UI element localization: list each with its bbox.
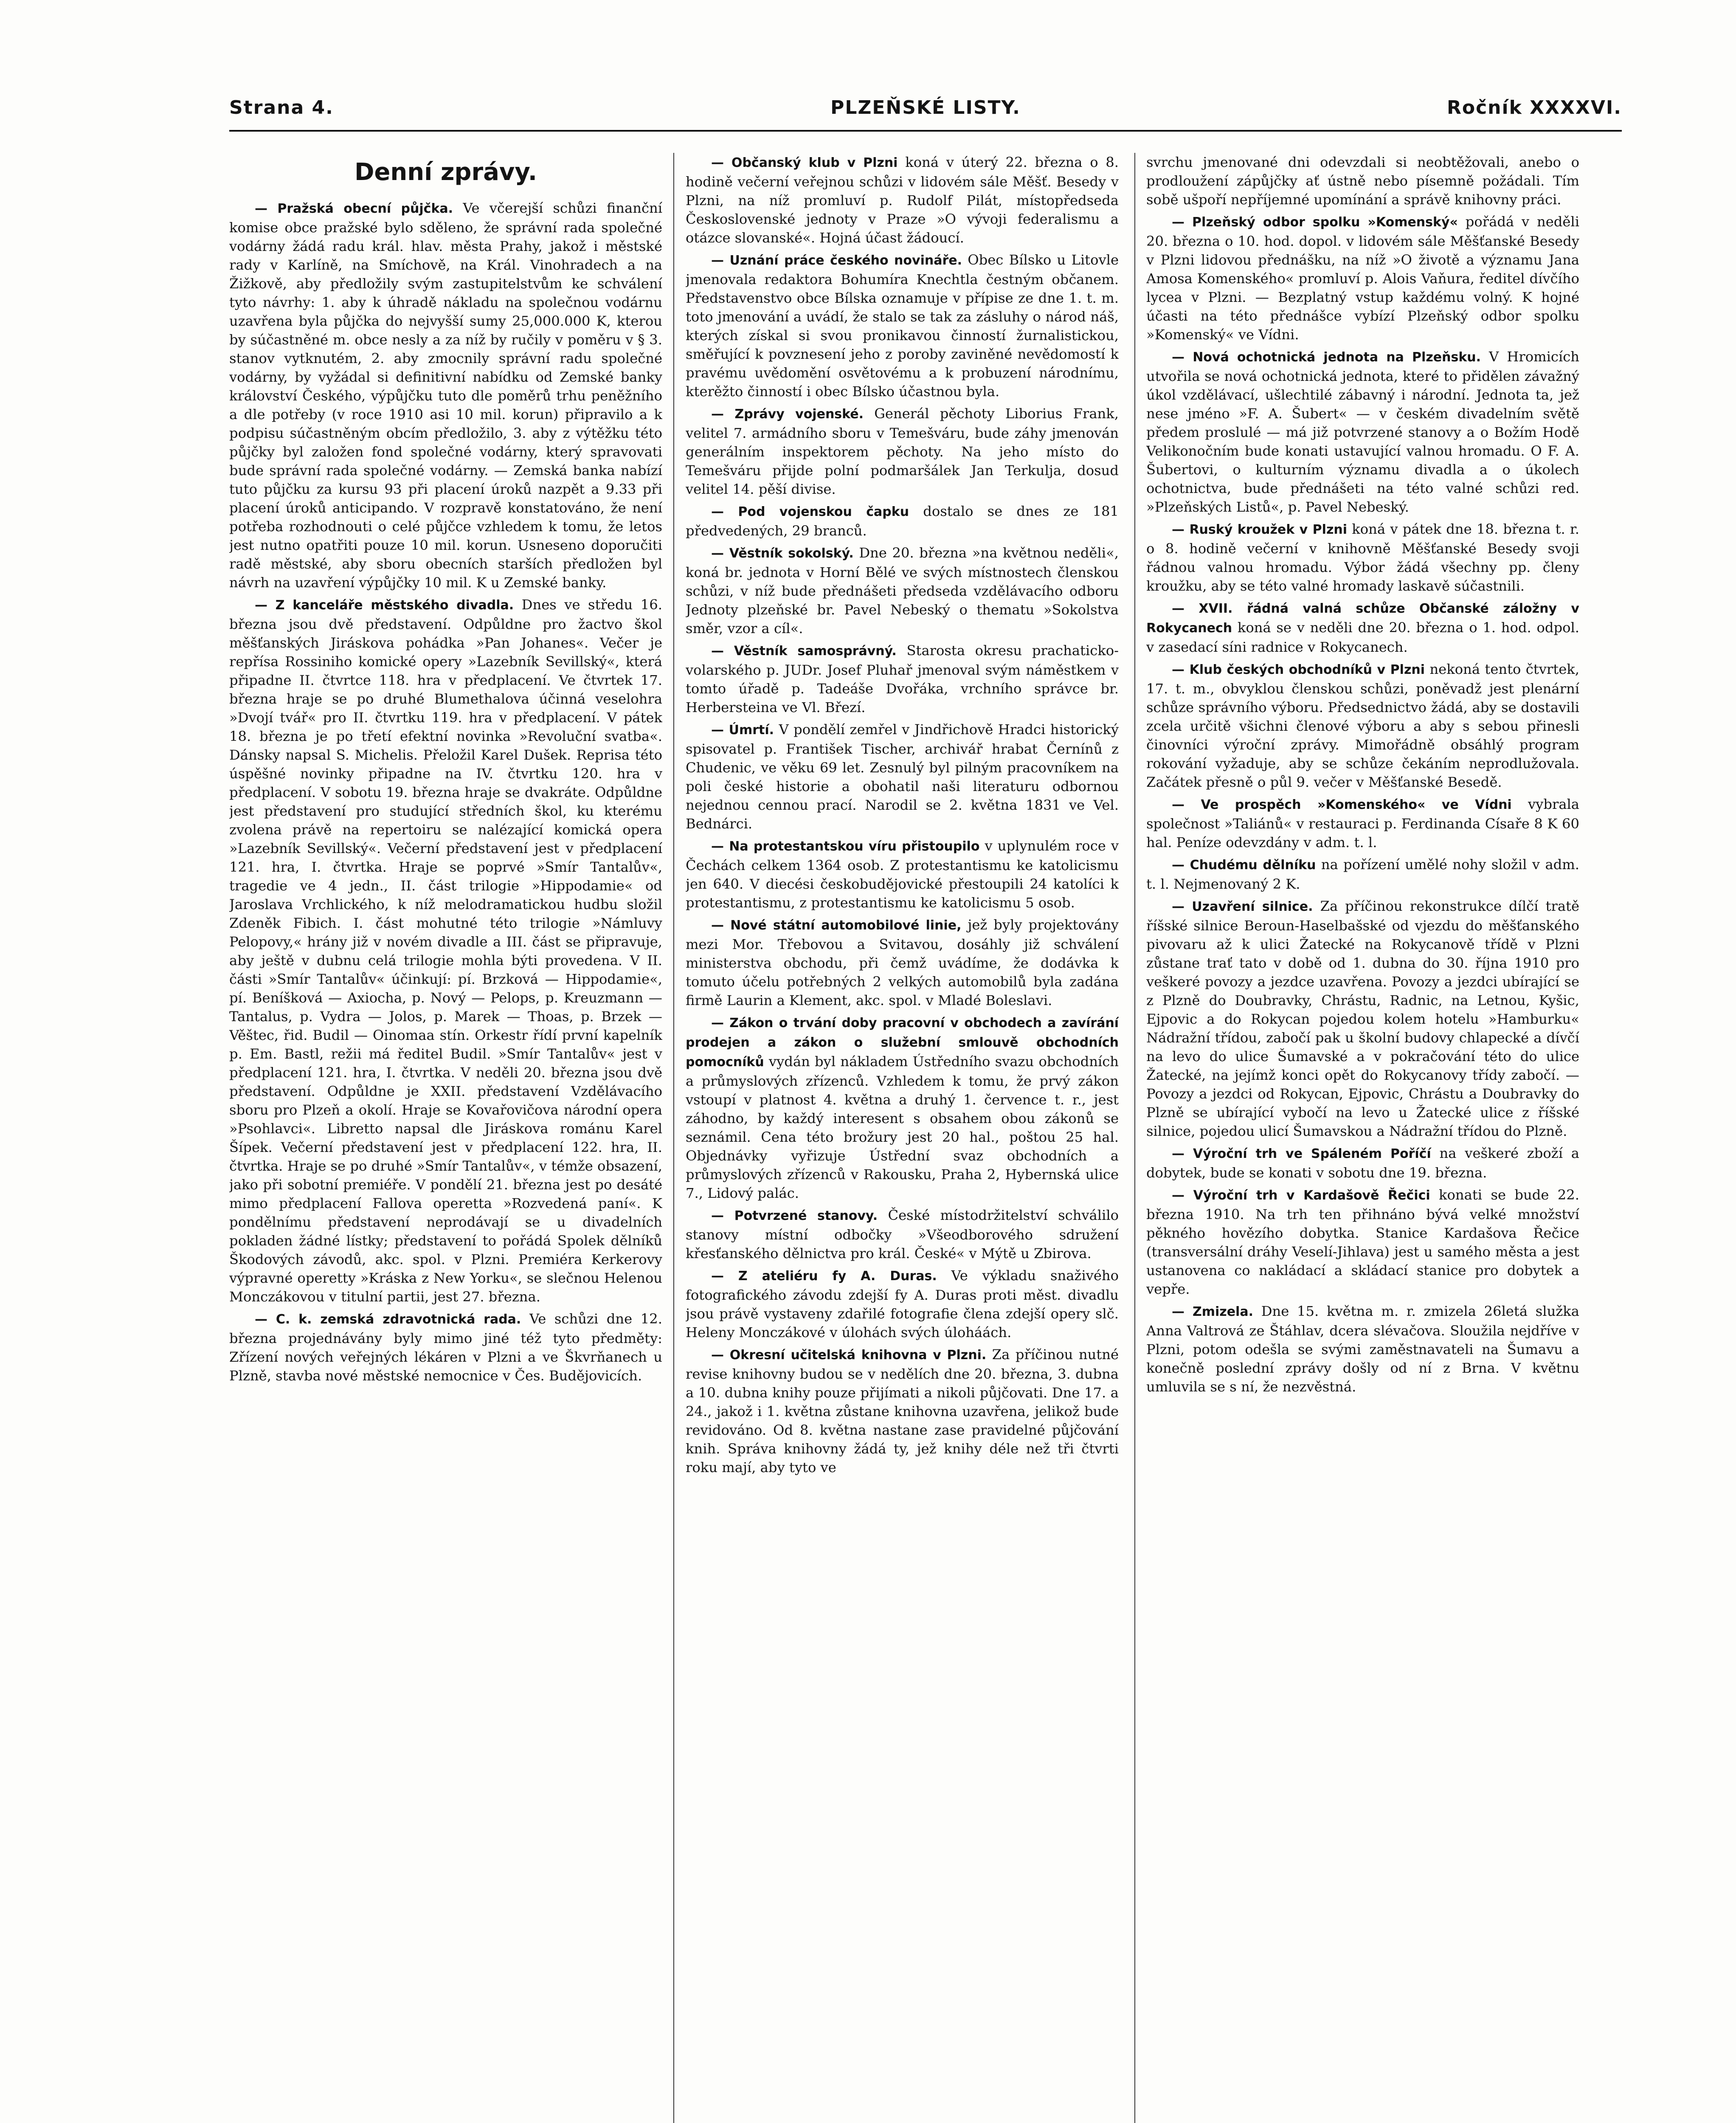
news-headline: — XVII. řádná valná schůze Občanské záložny v Rokycanech	[1146, 601, 1579, 636]
news-item	[686, 1345, 1119, 1477]
news-text: na pořízení umělé nohy složil v adm. t. l. Nejmenovaný 2 K.	[1146, 856, 1579, 892]
news-headline: — Z kanceláře městského divadla.	[255, 598, 514, 613]
news-item	[686, 720, 1119, 833]
news-item	[1146, 520, 1579, 595]
news-item	[1146, 1185, 1579, 1298]
news-item	[1146, 347, 1579, 516]
news-text: Za příčinou nutné revise knihovny budou se v nedělích dne 20. března, 3. dubna a 10. dubna knihy pouze přijímati a nikoli půjčovati. Dne 17. a 24., jakož i 1. května zůstane knihovna uzavřena, jelikož bude revidováno. Od 8. května nastane zase pravidelné půjčování knih. Správa knihovny žádá ty, jež knihy déle než tři čtvrti roku mají, aby tyto ve	[686, 1346, 1119, 1475]
news-headline: — Na protestantskou víru přistoupilo	[711, 839, 980, 854]
news-text: koná v úterý 22. března o 8. hodině večerní veřejnou schůzi v lidovém sále Měšť. Besedy v Plzni, na níž promluví p. Rudolf Pilát, místopředseda Československé jednoty v Praze »O vývoji federalismu a otázce slovanské«. Hojná účast žádoucí.	[686, 154, 1119, 246]
news-headline: — Věstník samosprávný.	[711, 644, 897, 659]
news-text: koná se v neděli dne 20. března o 1. hod. odpol. v zasedací síni radnice v Rokycanech.	[1146, 619, 1579, 655]
news-headline: — C. k. zemská zdravotnická rada.	[255, 1312, 521, 1327]
news-item	[1146, 1144, 1579, 1182]
news-headline: — Zprávy vojenské.	[711, 407, 864, 422]
column-separator	[1134, 153, 1135, 2123]
column-2	[686, 153, 1119, 2123]
news-headline: — Klub českých obchodníků v Plzni	[1172, 662, 1425, 677]
news-headline: — Zákon o trvání doby pracovní v obchodech a zavírání prodejen a zákon o služební smlouvě obchodních pomocníků	[686, 1016, 1119, 1070]
column-1	[229, 153, 662, 2123]
news-text: jež byly projektovány mezi Mor. Třebovou a Svitavou, dosáhly již schválení ministerstva obchodu, při čemž uvádíme, že dodávka k tomuto účelu potřebných 2 velkých automobilů byla zadána firmě Laurin a Klement, akc. spol. v Mladé Boleslavi.	[686, 917, 1119, 1008]
news-item	[1146, 153, 1579, 209]
news-item	[1146, 897, 1579, 1140]
news-headline: — Ve prospěch »Komenského« ve Vídni	[1172, 797, 1512, 812]
news-item	[686, 1206, 1119, 1263]
news-text: v uplynulém roce v Čechách celkem 1364 osob. Z protestantismu ke katolicismu jen 640. V diecési českobudějovické přestoupili 24 katolíci k protestantismu, z protestantismu ke katolicismu 5 osob.	[686, 838, 1119, 911]
news-item	[686, 502, 1119, 540]
news-item	[1146, 212, 1579, 344]
news-text: Za příčinou rekonstrukce dílčí tratě říšské silnice Beroun-Haselbašské od vjezdu do měšťanského pivovaru až k ulici Žatecké na Rokycanově třídě v Plzni zůstane trať tato v době od 1. dubna do 30. října 1910 pro veškeré povozy a jezdce uzavřena. Povozy a jezdci ubírající se z Plzně do Doubravky, Chrástu, Radnic, na Letnou, Kyšic, Ejpovic a do Rokycan pojedou kolem hotelu »Hamburku« Nádražní třídou, zabočí pak u školní budovy chlapecké a dívčí na levo do ulice Šumavské a v pokračování této do ulice Žatecké, na jejímž konci opět do Rokycanovy třídy zabočí. — Povozy a jezdci od Rokycan, Ejpovic, Chrástu a Doubravky do Plzně se ubírající vybočí na levo u Žatecké ulice z říšské silnice, pojedou ulicí Šumavskou a Nádražní třídou do Plzně.	[1146, 898, 1579, 1139]
volume-label: Ročník XXXXVI.	[1446, 97, 1622, 118]
news-text: Dnes ve středu 16. března jsou dvě představení. Odpůldne pro žactvo škol měšťanských Jiráskova pohádka »Pan Johanes«. Večer je repřísa Rossiniho komické opery »Lazebník Sevillský«, která připadne II. čtvrtce 118. hra v předplacení. Ve čtvrtek 17. března hraje se po druhé Blumethalova účinná veselohra »Dvojí tvář« pro II. čtvrtku 119. hra v předplacení. V pátek 18. března je po třetí efektní novinka »Revoluční svatba«. Dánsky napsal S. Michelis. Přeložil Karel Dušek. Reprisa této úspěšné novinky připadne na IV. čtvrtku 120. hra v předplacení. V sobotu 19. března hraje se dvakráte. Odpůldne jest představení pro studující středních škol, ku kterému zvolena právě na repertoiru se nalézající komická opera »Lazebník Sevillský«. Večerní představení jest v předplacení 121. hra, I. čtvrtka. Hraje se poprvé »Smír Tantalův«, tragedie ve 4 jedn., II. část trilogie »Hippodamie« od Jaroslava Vrchlického, k níž melodramatickou hudbu složil Zdeněk Fibich. I. část mohutné této trilogie »Námluvy Pelopovy,« hrány již v novém divadle a III. část se připravuje, aby ještě v dubnu celá trilogie mohla býti provedena. V II. části »Smír Tantalův« účinkují: pí. Brzková — Hippodamie«, pí. Beníšková — Axiocha, p. Nový — Pelops, p. Kreuzmann — Tantalus, p. Vydra — Jolos, p. Marek — Thoas, p. Brzek — Věštec, řid. Budil — Oinomaa stín. Orkestr řídí první kapelník p. Em. Bastl, režii má ředitel Budil. »Smír Tantalův« jest v předplacení 121. hra, I. čtvrtka. V neděli 20. března jsou dvě představení. Odpůldne je XXII. představení Vzdělávacího sboru pro Plzeň a okolí. Hraje se Kovařovičova národní opera »Psohlavci«. Libretto napsal dle Jiráskova románu Karel Šípek. Večerní představení jest v předplacení 122. hra, II. čtvrtka. Hraje se po druhé »Smír Tantalův«, v témže obsazení, jako při sobotní premiéře. V pondělí 21. března jest po desáté mimo předplacení Fallova operetta »Rozvedená paní«. K pondělnímu představení neprodávají se u divadelních pokladen žádné lístky; představení to pořádá Spolek dělníků Škodových závodů, akc. spol. v Plzni. Premiéra Kerkerovy výpravné operetty »Kráska z New Yorku«, se slečnou Helenou Monczákovou v titulní partii, jest 27. března.	[229, 597, 662, 1305]
news-item	[686, 251, 1119, 401]
news-text: dostalo se dnes ze 181 předvedených, 29 branců.	[686, 503, 1119, 539]
news-item	[1146, 1302, 1579, 1396]
news-text: Dne 15. května m. r. zmizela 26letá služka Anna Valtrová ze Štáhlav, dcera slévačova. Sloužila nejdříve v Plzni, potom odešla se svými zaměstnavateli na Šumavu a konečně poslední zprávy došly od ní z Brna. V květnu umluvila se s ní, že nezvěstná.	[1146, 1303, 1579, 1395]
news-headline: — Výroční trh v Kardašově Řečici	[1172, 1188, 1430, 1203]
news-item	[686, 915, 1119, 1010]
news-text: Ve včerejší schůzi finanční komise obce pražské bylo sděleno, že správní rada společné vodárny žádá radu král. hlav. města Prahy, jakož i městské rady v Karlíně, na Smíchově, na Král. Vinohradech a na Žižkově, aby předložily svým zastupitelstvům ke schválení tyto návrhy: 1. aby k úhradě nákladu na společnou vodárnu uzavřena byla půjčka do nejvyšší sumy 25,000.000 K, kterou by súčastněné m. obce nesly a za níž by ručily v poměru v § 3. stanov vytknutém, 2. aby zmocnily správní radu společné vodárny, by vyžádal si definitivní nabídku od Zemské banky království Českého, výpůjčku tuto dle poměrů trhu peněžního a dle potřeby (v roce 1910 asi 10 mil. korun) připravilo a k podpisu súčastněným obcím předložilo, 3. aby z výtěžku této půjčky byl založen fond společné vodárny, který spravovati bude správní rada společné vodárny. — Zemská banka nabízí tuto půjčku za kursu 93 při placení úroků nazpět a 9.33 při placení úroků anticipando. V rozpravě konstatováno, že není potřeba rozhodnouti o celé půjčce vzhledem k tomu, že letos jest nutno opatřiti pouze 10 mil. korun. Usneseno doporučiti radě městské, aby sboru obecních starších předložen byl návrh na uzavření výpůjčky 10 mil. K u Zemské banky.	[229, 200, 662, 591]
news-item	[686, 1266, 1119, 1342]
news-text: Generál pěchoty Liborius Frank, velitel 7. armádního sboru v Temešváru, bude záhy jmenován generálním inspektorem pěchoty. Na jeho místo do Temešváru přijde polní podmaršálek Jan Terkulja, dosud velitel 14. pěší divise.	[686, 405, 1119, 497]
news-item	[1146, 660, 1579, 791]
news-item	[686, 641, 1119, 717]
news-text: Ve výkladu snaživého fotografického závodu zdejší fy A. Duras proti měst. divadlu jsou právě vystaveny zdařilé fotografie člena zdejší opery slč. Heleny Monczákové v úlohách svých úloháách.	[686, 1267, 1119, 1340]
header-rule	[229, 130, 1622, 132]
news-text: V Hromicích utvořila se nová ochotnická jednota, které to přidělen závažný úkol vzdělávací, ušlechtilé zábavný i národní. Jednota ta, jež nese jméno »F. A. Šubert« — v českém divadelním světě předem proslulé — má již potvrzené stanovy a o Božím Hodě Velikonočním bude konati ustavující valnou hromadu. O F. A. Šubertovi, o kulturním významu divadla a o úkolech ochotnictva, bude přednášeti na této valné schůzi red. »Plzeňských Listů«, p. Pavel Nebeský.	[1146, 349, 1579, 515]
news-text: vydán byl nákladem Ústředního svazu obchodních a průmyslových zřízenců. Vzhledem k tomu, že prvý zákon vstoupí v platnost 4. května a druhý 1. července t. r., jest záhodno, by každý interesent s obsahem obou zákonů se seznámil. Cena této brožury jest 20 hal., poštou 25 hal. Objednávky vyřizuje Ústřední svaz obchodních a průmyslových zřízenců v Rakousku, Praha 2, Hybernská ulice 7., Lidový palác.	[686, 1053, 1119, 1201]
news-text: V pondělí zemřel v Jindřichově Hradci historický spisovatel p. František Tischer, archivář hrabat Černínů z Chudenic, ve věku 69 let. Zesnulý byl pilným pracovníkem na poli české historie a obohatil naši literaturu odbornou nejednou cennou prací. Narodil se 2. května 1831 ve Vel. Bednárci.	[686, 721, 1119, 832]
news-item	[1146, 795, 1579, 852]
section-title: Denní zprávy.	[354, 158, 537, 186]
news-item	[686, 836, 1119, 912]
news-headline: — Nová ochotnická jednota na Plzeňsku.	[1172, 350, 1481, 365]
news-item	[686, 153, 1119, 247]
news-text: konati se bude 22. března 1910. Na trh ten přihnáno bývá velké množství pěkného hovězího dobytka. Stanice Kardašova Řečice (transversální dráhy Veselí-Jihlava) jest u samého města a jest ustanovena co nakládací a skládací stanice pro dobytek a vepře.	[1146, 1187, 1579, 1297]
news-item	[1146, 855, 1579, 893]
news-headline: — Ruský kroužek v Plzni	[1172, 522, 1348, 537]
news-headline: — Okresní učitelská knihovna v Plzni.	[711, 1348, 987, 1363]
news-headline: — Uznání práce českého novináře.	[711, 253, 962, 268]
news-text: na veškeré zboží a dobytek, bude se konati v sobotu dne 19. března.	[1146, 1145, 1579, 1181]
news-text: České místodržitelství schválilo stanovy místní odbočky »Všeodborového sdružení křesťanského dělnictva pro král. České« v Mýtě u Zbirova.	[686, 1207, 1119, 1261]
news-text: Obec Bílsko u Litovle jmenovala redaktora Bohumíra Knechtla čestným občanem. Představenstvo obce Bílska oznamuje v přípise ze dne 1. t. m. toto jmenování a uvádí, že stalo se tak za zásluhy o národ náš, kterých získal si svou pronikavou činností žurnalistickou, směřující k povznesení jeho z poroby zaviněné nevědomostí k pravému uvědomění osvětovému a k probuzení národnímu, kterěžto činností i obec Bílsko účastnou byla.	[686, 252, 1119, 400]
news-text: Ve schůzi dne 12. března projednávány byly mimo jiné též tyto předměty: Zřízení nových veřejných lékáren v Plzni a ve Škvrňanech u Plzně, stavba nové městské nemocnice v Čes. Budějovicích.	[229, 1311, 662, 1384]
page-header	[229, 97, 1622, 127]
news-text: vybrala společnost »Taliánů« v restauraci p. Ferdinanda Císaře 8 K 60 hal. Peníze odevzdány v adm. t. l.	[1146, 796, 1579, 850]
news-text: pořádá v neděli 20. března o 10. hod. dopol. v lidovém sále Měšťanské Besedy v Plzni lidovou přednášku, na níž »O životě a významu Jana Amosa Komenského« promluví p. Alois Vaňura, ředitel dívčího lycea v Plzni. — Bezplatný vstup každému volný. K hojné účasti na této přednášce vybízí Plzeňský odbor spolku »Komenský« ve Vídni.	[1146, 214, 1579, 343]
news-item	[686, 404, 1119, 498]
news-headline: — Pod vojenskou čapku	[711, 504, 909, 519]
news-headline: — Nové státní automobilové linie,	[711, 918, 962, 933]
news-text: svrchu jmenované dni odevzdali si neobtěžovali, anebo o prodloužení zápůjčky ať ústně nebo písemně požádali. Tím sobě ušpoří nepříjemné upomínání a správě knihovny práci.	[1146, 154, 1579, 208]
news-headline: — Plzeňský odbor spolku »Komenský«	[1172, 215, 1458, 230]
news-item	[686, 1013, 1119, 1202]
news-item	[229, 595, 662, 1306]
news-headline: — Zmizela.	[1172, 1304, 1253, 1319]
news-item	[1146, 599, 1579, 656]
news-headline: — Potvrzené stanovy.	[711, 1208, 878, 1223]
news-item	[229, 199, 662, 592]
news-headline: — Občanský klub v Plzni	[711, 155, 898, 170]
news-headline: — Uzavření silnice.	[1172, 899, 1313, 914]
news-headline: — Pražská obecní půjčka.	[255, 201, 453, 216]
news-headline: — Výroční trh ve Spáleném Poříčí	[1172, 1146, 1431, 1161]
news-headline: — Chudému dělníku	[1172, 858, 1316, 873]
column-separator	[673, 153, 674, 2123]
news-text: Starosta okresu prachaticko-volarského p. JUDr. Josef Pluhař jmenoval svým náměstkem v tomto úřadě p. Tadeáše Dvořáka, vrchního správce br. Herbersteina ve Vl. Březí.	[686, 642, 1119, 715]
news-headline: — Z ateliéru fy A. Duras.	[711, 1269, 937, 1284]
news-headline: — Úmrtí.	[711, 723, 774, 738]
news-text: Dne 20. března »na květnou neděli«, koná br. jednota v Horní Bělé ve svých místnostech členskou schůzi, v níž bude přednášeti předseda vzdělávacího odboru Jednoty plzeňské br. Pavel Nebeský o thematu »Sokolstva směr, vzor a cíl«.	[686, 545, 1119, 636]
column-3	[1146, 153, 1579, 2123]
news-text: koná v pátek dne 18. března t. r. o 8. hodině večerní v knihovně Měšťanské Besedy svoji řádnou valnou hromadu. Výbor žádá všechny pp. členy kroužku, aby se této valné hromady laskavě súčastnili.	[1146, 521, 1579, 594]
newspaper-title: PLZEŇSKÉ LISTY.	[830, 97, 1021, 118]
page-number: Strana 4.	[229, 97, 334, 118]
news-item	[686, 543, 1119, 638]
news-headline: — Věstník sokolský.	[711, 546, 854, 561]
news-item	[229, 1309, 662, 1385]
news-text: nekoná tento čtvrtek, 17. t. m., obvyklou členskou schůzi, poněvadž jest plenární schůze správního výboru. Předsednictvo žádá, aby se dostavili zcela určitě všichni členové výboru a aby s sebou přinesli činovníci výroční zprávy. Mimořádně obsáhlý program rokování vyžaduje, aby se schůze čekáním neprodlužovala. Začátek přesně o půl 9. večer v Měšťanské Besedě.	[1146, 661, 1579, 790]
